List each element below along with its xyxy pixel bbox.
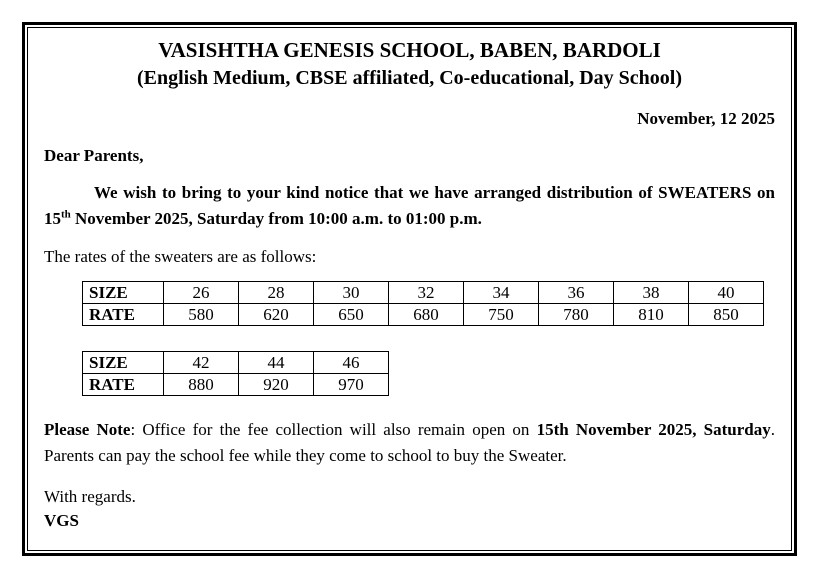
table-cell: 40 [689, 282, 764, 304]
note-label: Please Note [44, 420, 131, 439]
size-label-cell: SIZE [83, 352, 164, 374]
table-cell: 680 [389, 304, 464, 326]
table-row-rate [83, 304, 764, 326]
table-cell: 38 [614, 282, 689, 304]
size-label-cell: SIZE [83, 282, 164, 304]
rate-label-cell: RATE [83, 304, 164, 326]
rate-table-2 [82, 351, 389, 396]
table-cell: 46 [314, 352, 389, 374]
table-cell: 32 [389, 282, 464, 304]
signature: VGS [44, 511, 79, 530]
announcement-paragraph [44, 180, 775, 232]
notice-page-border [22, 22, 797, 556]
table-cell: 580 [164, 304, 239, 326]
table-cell: 26 [164, 282, 239, 304]
note-bold-date: 15th November 2025, Saturday [536, 420, 771, 439]
table-cell: 36 [539, 282, 614, 304]
announcement-text-end: November 2025, Saturday from 10:00 a.m. to 01:00 p.m. [70, 209, 482, 228]
table-cell: 28 [239, 282, 314, 304]
closing-regards: With regards. [44, 487, 136, 506]
table-cell: 920 [239, 374, 314, 396]
table-cell: 780 [539, 304, 614, 326]
note-paragraph [44, 417, 775, 469]
table-cell: 970 [314, 374, 389, 396]
announcement-text-start: We wish to bring to your kind notice that we have arranged distribution of SWEATERS on 15 [44, 183, 775, 228]
rate-label-cell: RATE [83, 374, 164, 396]
table-cell: 850 [689, 304, 764, 326]
ordinal-superscript: th [61, 208, 71, 221]
notice-date: November, 12 2025 [637, 109, 775, 128]
table-cell: 880 [164, 374, 239, 396]
table-cell: 750 [464, 304, 539, 326]
table-cell: 42 [164, 352, 239, 374]
school-name: VASISHTHA GENESIS SCHOOL, BABEN, BARDOLI [158, 38, 661, 62]
table-cell: 44 [239, 352, 314, 374]
rate-table-1 [82, 281, 764, 326]
table-row-rate [83, 374, 389, 396]
table-cell: 34 [464, 282, 539, 304]
note-text: : Office for the fee collection will also remain open on [130, 420, 537, 439]
school-subtitle: (English Medium, CBSE affiliated, Co-educational, Day School) [136, 67, 683, 89]
table-row-size [83, 282, 764, 304]
table-cell: 620 [239, 304, 314, 326]
note-text-rest: . Parents can pay the school fee while they come to school to buy the Sweater. [44, 420, 775, 465]
salutation: Dear Parents, [44, 146, 144, 165]
table-cell: 30 [314, 282, 389, 304]
table-cell: 650 [314, 304, 389, 326]
rates-intro: The rates of the sweaters are as follows: [44, 247, 317, 266]
table-cell: 810 [614, 304, 689, 326]
table-row-size [83, 352, 389, 374]
notice-content-area [27, 27, 792, 551]
